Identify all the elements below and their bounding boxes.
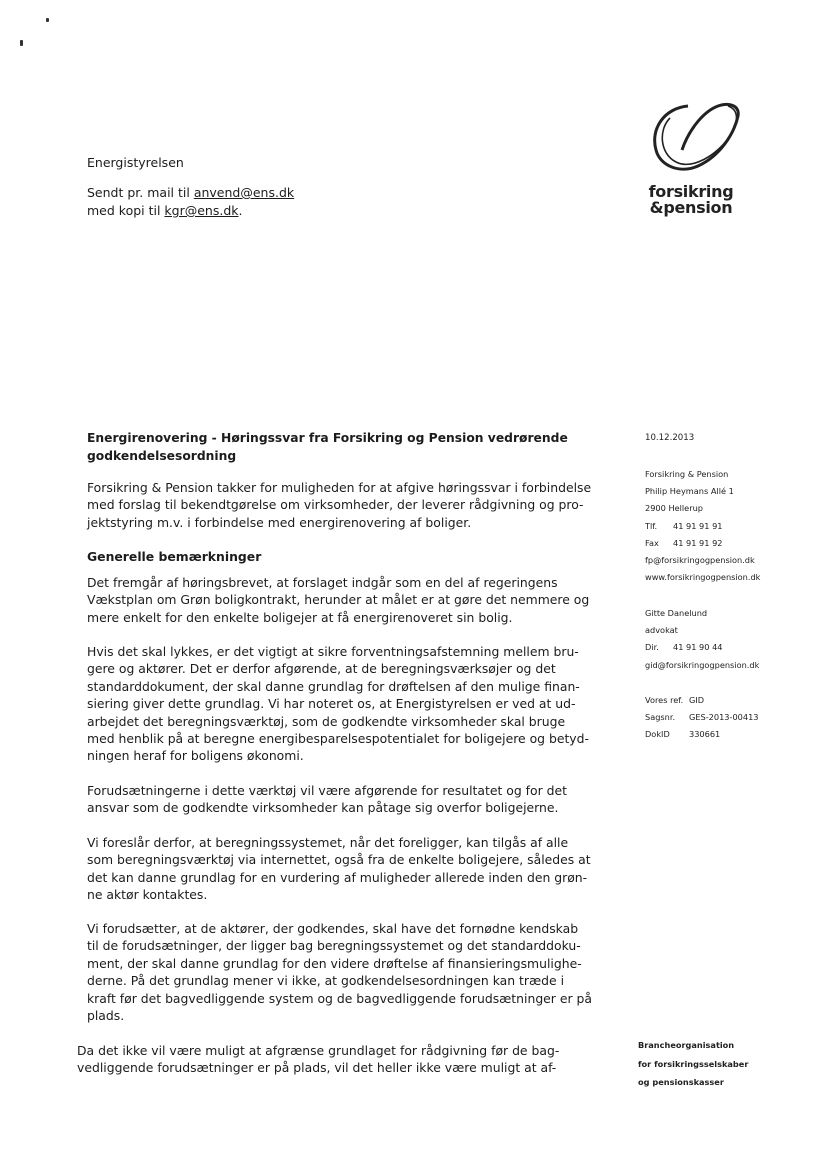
contact-name: Gitte Danelund xyxy=(645,608,708,618)
text-line: arbejdet det beregningsværktøj, som de godkendte virksomheder skal bruge xyxy=(87,713,566,729)
subject-line: Energirenovering - Høringssvar fra Forsikring og Pension vedrørende xyxy=(87,431,568,445)
recipient-email-link[interactable]: anvend@ens.dk xyxy=(193,185,295,200)
sender-fax xyxy=(645,535,760,552)
sender-email-link[interactable]: fp@forsikringogpension.dk xyxy=(645,555,755,566)
paragraph-5 xyxy=(87,834,590,904)
paragraph-7 xyxy=(77,1042,580,1077)
text-line: til de forudsætninger, der ligger bag beregningssystemet og det standarddoku- xyxy=(87,938,581,954)
document-id xyxy=(645,726,759,743)
text-line: ansvar som de godkendte virksomheder kan påtage sig overfor boligejerne. xyxy=(87,800,559,816)
text-line: standarddokument, der skal danne grundlag for drøftelsen af den mulige finan- xyxy=(87,678,580,694)
text-line: Forudsætningerne i dette værktøj vil være afgørende for resultatet og for det xyxy=(87,783,567,798)
section-heading: Generelle bemærkninger xyxy=(87,549,262,564)
paragraph-6 xyxy=(87,920,590,1024)
case-label: Sagsnr. xyxy=(645,712,676,723)
text-line: plads. xyxy=(87,1008,125,1024)
cc-suffix: . xyxy=(238,203,243,218)
sender-phone xyxy=(645,518,760,535)
letter-date: 10.12.2013 xyxy=(645,433,695,443)
paragraph-intro xyxy=(87,479,590,531)
ref-value: GID xyxy=(689,695,705,705)
paragraph-4 xyxy=(87,782,590,817)
contact-title: advokat xyxy=(645,625,678,636)
recipient-block xyxy=(87,154,294,220)
direct-label: Dir. xyxy=(645,642,659,653)
fax-label: Fax xyxy=(645,537,659,548)
text-line: som beregningsværktøj via internettet, også fra de enkelte boligejere, således at xyxy=(87,852,591,868)
text-line: derne. På det grundlag mener vi ikke, at godkendelsesordningen kan træde i xyxy=(87,973,565,989)
scan-speck xyxy=(20,40,23,46)
logo-swirl-icon xyxy=(630,98,750,180)
sender-address-block xyxy=(645,466,760,586)
tagline-line: for forsikringsselskaber xyxy=(638,1058,749,1069)
text-line: Vækstplan om Grøn boligkontrakt, herunder at målet er at gøre det nemmere og xyxy=(87,592,590,608)
cc-email-link[interactable]: kgr@ens.dk xyxy=(164,203,239,218)
text-line: med forslag til bekendtgørelse om virksomheder, der leverer rådgivning og pro- xyxy=(87,497,584,513)
logo-text-line2: &pension xyxy=(649,198,733,217)
sender-website-link[interactable]: www.forsikringogpension.dk xyxy=(645,572,761,583)
scan-speck xyxy=(46,18,49,22)
text-line: kraft før det bagvedliggende system og de bagvedliggende forudsætninger er på xyxy=(87,990,592,1006)
doc-label: DokID xyxy=(645,729,670,740)
sender-org: Forsikring & Pension xyxy=(645,469,729,479)
organization-tagline xyxy=(638,1036,748,1092)
ref-label: Vores ref. xyxy=(645,695,684,705)
contact-direct xyxy=(645,639,759,656)
forsikring-pension-logo xyxy=(630,98,750,223)
cc-prefix: med kopi til xyxy=(87,203,165,218)
text-line: Vi forudsætter, at de aktører, der godkendes, skal have det fornødne kendskab xyxy=(87,921,579,936)
paragraph-3 xyxy=(87,643,590,765)
recipient-cc-line xyxy=(87,202,294,220)
text-line: Hvis det skal lykkes, er det vigtigt at sikre forventningsafstemning mellem bru- xyxy=(87,644,579,659)
fax-value: 41 91 91 92 xyxy=(673,537,723,548)
case-number xyxy=(645,709,759,726)
text-line: ningen heraf for boligens økonomi. xyxy=(87,748,304,764)
contact-block xyxy=(645,605,759,674)
tagline-line: Brancheorganisation xyxy=(638,1040,735,1050)
text-line: med henblik på at beregne energibesparelsespotentialet for boligejere og betyd- xyxy=(87,731,589,747)
doc-value: 330661 xyxy=(689,729,721,740)
phone-label: Tlf. xyxy=(645,520,658,531)
phone-value: 41 91 91 91 xyxy=(673,520,723,531)
text-line: Forsikring & Pension takker for muligheden for at afgive høringssvar i forbindelse xyxy=(87,480,592,495)
text-line: siering giver dette grundlag. Vi har noteret os, at Energistyrelsen er ved at ud- xyxy=(87,696,576,712)
mail-prefix: Sendt pr. mail til xyxy=(87,185,194,200)
text-line: gere og aktører. Det er derfor afgørende, at de beregningsværksøjer og det xyxy=(87,661,556,677)
text-line: jektstyring m.v. i forbindelse med energirenovering af boliger. xyxy=(87,514,472,530)
paragraph-2 xyxy=(87,574,590,626)
text-line: ne aktør kontaktes. xyxy=(87,887,208,903)
sender-city: 2900 Hellerup xyxy=(645,503,703,514)
text-line: Det fremgår af høringsbrevet, at forslaget indgår som en del af regeringens xyxy=(87,575,558,590)
text-line: vedliggende forudsætninger er på plads, vil det heller ikke være muligt at af- xyxy=(77,1060,557,1076)
logo-text-line1: forsikring xyxy=(648,182,734,201)
recipient-mail-line xyxy=(87,184,294,202)
letter-subject xyxy=(87,429,595,465)
our-reference xyxy=(645,692,759,709)
sender-street: Philip Heymans Allé 1 xyxy=(645,486,734,497)
case-value: GES-2013-00413 xyxy=(689,712,759,723)
recipient-name: Energistyrelsen xyxy=(87,155,184,170)
text-line: Da det ikke vil være muligt at afgrænse grundlaget for rådgivning før de bag- xyxy=(77,1043,560,1058)
text-line: ment, der skal danne grundlag for den videre drøftelse af finansieringsmulighe- xyxy=(87,955,582,971)
direct-value: 41 91 90 44 xyxy=(673,642,723,653)
tagline-line: og pensionskasser xyxy=(638,1077,724,1087)
contact-email-link[interactable]: gid@forsikringogpension.dk xyxy=(645,659,760,670)
reference-block xyxy=(645,692,759,744)
text-line: mere enkelt for den enkelte boligejer at få energirenoveret sin bolig. xyxy=(87,609,513,625)
subject-line: godkendelsesordning xyxy=(87,449,237,463)
text-line: det kan danne grundlag for en vurdering af muligheder allerede inden den grøn- xyxy=(87,869,588,885)
text-line: Vi foreslår derfor, at beregningssystemet, når det foreligger, kan tilgås af alle xyxy=(87,835,569,850)
